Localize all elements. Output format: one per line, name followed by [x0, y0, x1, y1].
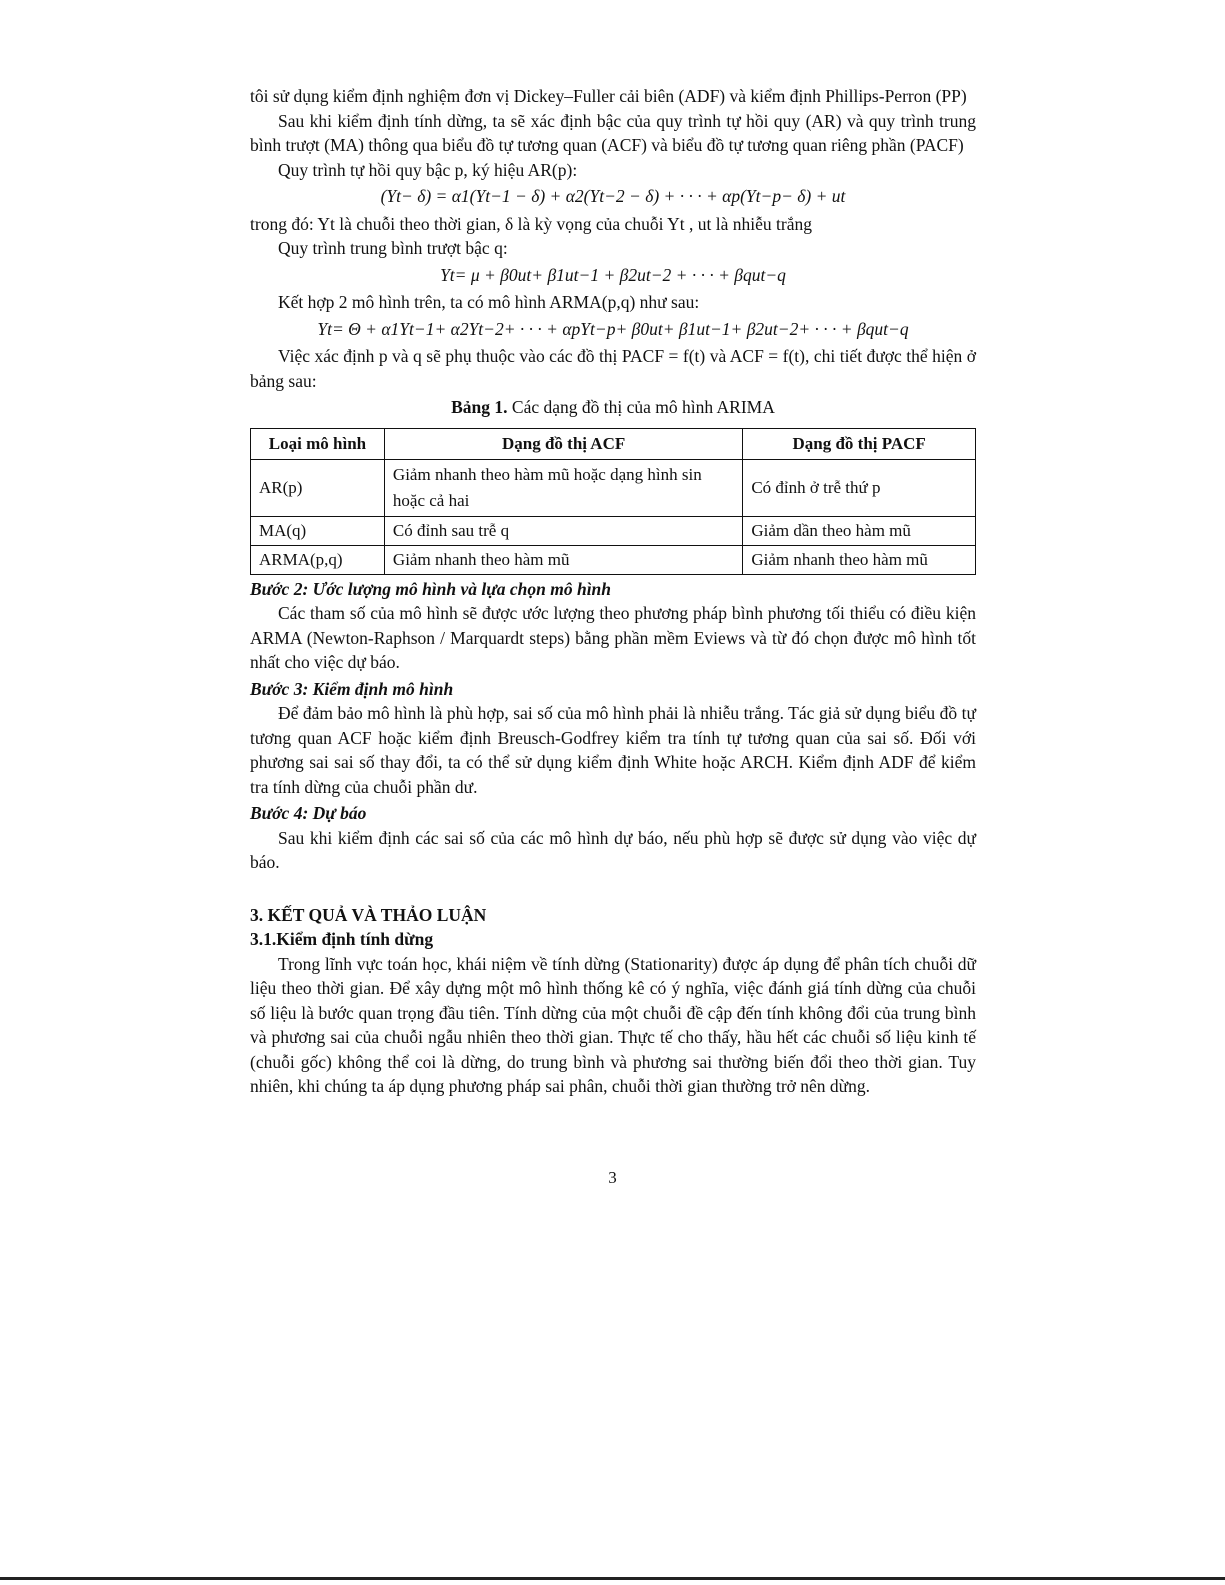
- ma-intro: Quy trình trung bình trượt bậc q:: [278, 238, 508, 258]
- table-cell: Giảm nhanh theo hàm mũ: [743, 545, 976, 574]
- step4-paragraph: Sau khi kiểm định các sai số của các mô hình dự báo, nếu phù hợp sẽ được sử dụng vào việc dự báo.: [250, 827, 976, 872]
- section-3-heading: 3. KẾT QUẢ VÀ THẢO LUẬN: [250, 904, 487, 925]
- table-cell: ARMA(p,q): [251, 545, 385, 574]
- table-caption-label: Bảng 1.: [451, 397, 508, 417]
- table-header-cell: Loại mô hình: [251, 428, 385, 459]
- arma-intro: Kết hợp 2 mô hình trên, ta có mô hình ARMA(p,q) như sau:: [278, 292, 700, 312]
- table-cell: Có đỉnh ở trễ thứ p: [743, 459, 976, 516]
- step2-paragraph: Các tham số của mô hình sẽ được ước lượng theo phương pháp bình phương tối thiểu có điều kiện ARMA (Newton-Raphson / Marquardt steps) bằng phần mềm Eviews và từ đó chọn được mô hình tốt nhất cho việc dự báo.: [250, 603, 976, 672]
- table-row: [251, 545, 976, 574]
- table-cell: MA(q): [251, 516, 385, 545]
- ar-where: trong đó: Yt là chuỗi theo thời gian, δ là kỳ vọng của chuỗi Yt , ut là nhiễu trắng: [250, 213, 812, 234]
- table-cell: Giảm nhanh theo hàm mũ: [384, 545, 742, 574]
- step4-heading: Bước 4: Dự báo: [250, 803, 367, 823]
- table-cell: Giảm dần theo hàm mũ: [743, 516, 976, 545]
- step3-heading: Bước 3: Kiểm định mô hình: [250, 678, 454, 699]
- table-cell: AR(p): [251, 459, 385, 516]
- table-cell: Giảm nhanh theo hàm mũ hoặc dạng hình sin hoặc cả hai: [384, 459, 742, 516]
- table-header-row: [251, 428, 976, 459]
- table-row: [251, 516, 976, 545]
- section-3-1-heading: 3.1.Kiểm định tính dừng: [250, 929, 434, 949]
- arima-table: [250, 428, 976, 575]
- table-header-cell: Dạng đồ thị ACF: [384, 428, 742, 459]
- equation-ar: (Yt− δ) = α1(Yt−1 − δ) + α2(Yt−2 − δ) + · · · + αp(Yt−p− δ) + ut: [380, 186, 846, 206]
- table-cell: Có đỉnh sau trễ q: [384, 516, 742, 545]
- equation-ma: Yt= μ + β0ut+ β1ut−1 + β2ut−2 + · · · + βqut−q: [440, 264, 786, 285]
- order-paragraph: Sau khi kiểm định tính dừng, ta sẽ xác định bậc của quy trình tự hồi quy (AR) và quy trình trung bình trượt (MA) thông qua biểu đồ tự tương quan (ACF) và biểu đồ tự tương quan riêng phần (PACF): [250, 110, 976, 155]
- table-caption: [250, 395, 976, 420]
- table-row: [251, 459, 976, 516]
- step3-paragraph: Để đảm bảo mô hình là phù hợp, sai số của mô hình phải là nhiễu trắng. Tác giả sử dụng biểu đồ tự tương quan ACF hoặc kiểm định Breusch-Godfrey kiểm tra tính tự tương quan của sai số. Đối với phương sai sai số thay đổi, ta có thể sử dụng kiểm định White hoặc ARCH. Kiểm định ADF để kiểm tra tính dừng của chuỗi phần dư.: [250, 703, 976, 797]
- bottom-rule: [0, 1577, 1225, 1580]
- page-body: [250, 84, 976, 1099]
- equation-arma: Yt= Θ + α1Yt−1+ α2Yt−2+ · · · + αpYt−p+ β0ut+ β1ut−1+ β2ut−2+ · · · + βqut−q: [317, 318, 909, 339]
- intro-paragraph: tôi sử dụng kiểm định nghiệm đơn vị Dickey–Fuller cải biên (ADF) và kiểm định Phillips-Perron (PP): [250, 86, 967, 106]
- pq-paragraph: Việc xác định p và q sẽ phụ thuộc vào các đồ thị PACF = f(t) và ACF = f(t), chi tiết được thể hiện ở bảng sau:: [250, 346, 976, 391]
- section-3-1-paragraph: Trong lĩnh vực toán học, khái niệm về tính dừng (Stationarity) được áp dụng để phân tích chuỗi dữ liệu theo thời gian. Để xây dựng một mô hình thống kê có ý nghĩa, việc đánh giá tính dừng của chuỗi số liệu là bước quan trọng đầu tiên. Tính dừng của một chuỗi đề cập đến tính không đổi của trung bình và phương sai của chuỗi ngẫu nhiên theo thời gian. Thực tế cho thấy, hầu hết các chuỗi số liệu kinh tế (chuỗi gốc) không thể coi là dừng, do trung bình và phương sai thường biến đổi theo thời gian. Tuy nhiên, khi chúng ta áp dụng phương pháp sai phân, chuỗi thời gian thường trở nên dừng.: [250, 953, 976, 1096]
- page-number: 3: [608, 1168, 617, 1187]
- table-header-cell: Dạng đồ thị PACF: [743, 428, 976, 459]
- step2-heading: Bước 2: Ước lượng mô hình và lựa chọn mô hình: [250, 578, 612, 599]
- table-caption-text: Các dạng đồ thị của mô hình ARIMA: [507, 397, 775, 417]
- ar-intro: Quy trình tự hồi quy bậc p, ký hiệu AR(p):: [278, 159, 578, 180]
